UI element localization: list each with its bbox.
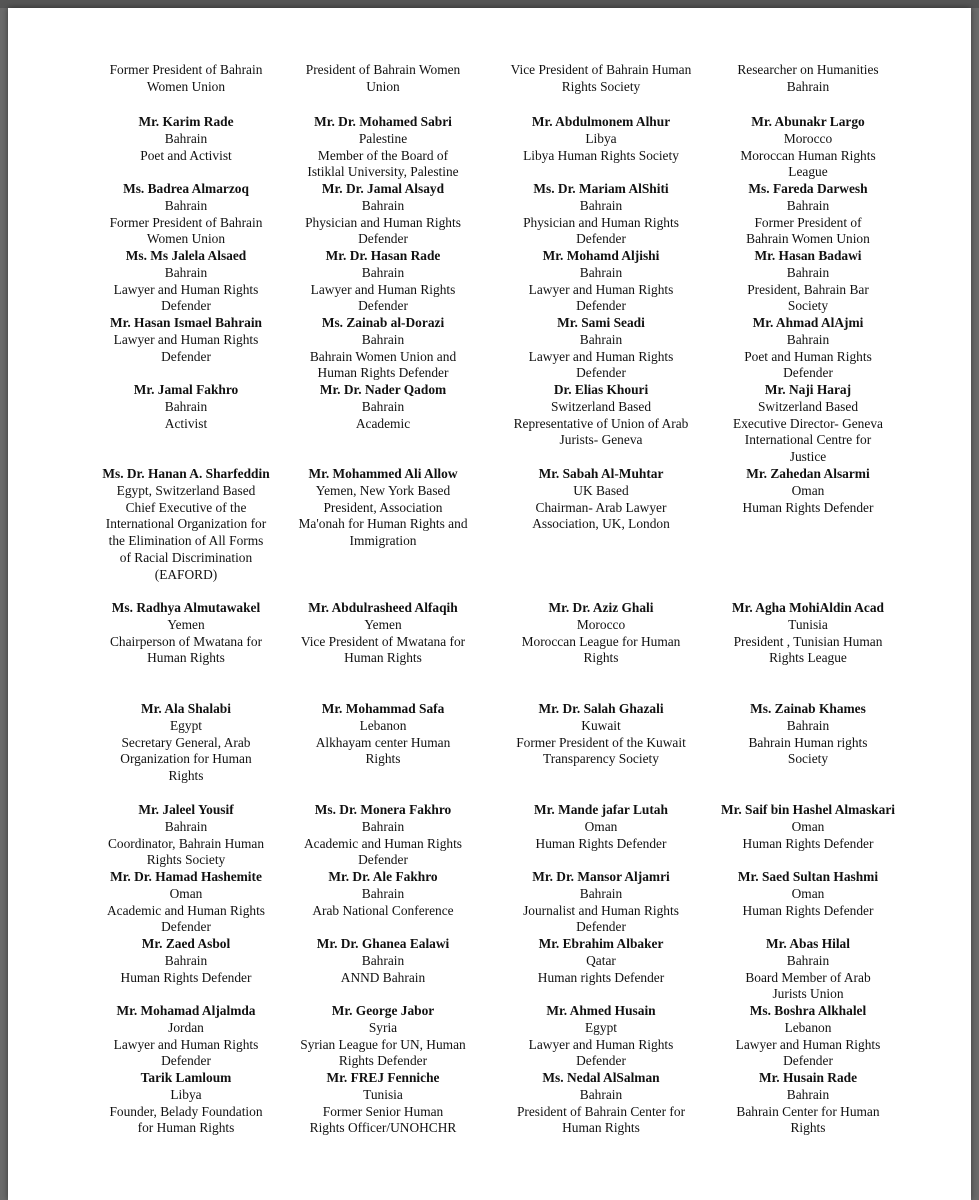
signatory-detail: Qatar bbox=[586, 952, 616, 968]
signatory-detail: Representative of Union of Arab bbox=[513, 415, 689, 431]
signatory-detail: Executive Director- Geneva bbox=[733, 415, 883, 431]
signatory-detail: Defender bbox=[161, 298, 211, 314]
signatory-detail: Alkhayam center Human bbox=[315, 734, 451, 750]
signatory-name: Mr. Dr. Hamad Hashemite bbox=[110, 869, 262, 884]
signatory-name: Tarik Lamloum bbox=[140, 1070, 232, 1085]
signatory-entry bbox=[708, 181, 908, 248]
signatory-entry bbox=[492, 600, 710, 667]
signatory-detail: Tunisia bbox=[788, 616, 828, 632]
signatory-detail: International Centre for bbox=[744, 432, 872, 448]
signatory-detail: Defender bbox=[358, 231, 408, 247]
signatory-detail: Bahrain bbox=[361, 952, 405, 968]
signatory-detail: Defender bbox=[161, 919, 211, 935]
signatory-entry bbox=[282, 466, 484, 550]
signatory-detail: Bahrain bbox=[786, 197, 830, 213]
signatory-detail: Women Union bbox=[146, 78, 226, 94]
signatory-detail: Human Rights bbox=[147, 650, 225, 666]
signatory-detail: Syria bbox=[368, 1019, 398, 1035]
signatory-entry bbox=[282, 600, 484, 667]
signatory-detail: Rights bbox=[790, 1120, 826, 1136]
signatory-entry bbox=[282, 248, 484, 315]
signatory-detail: Bahrain bbox=[786, 1086, 830, 1102]
signatory-name: Mr. Dr. Salah Ghazali bbox=[538, 701, 664, 716]
signatory-entry bbox=[282, 869, 484, 919]
signatory-entry bbox=[282, 62, 484, 96]
signatory-entry bbox=[80, 315, 292, 365]
signatory-detail: Activist bbox=[164, 415, 208, 431]
signatory-detail: for Human Rights bbox=[137, 1120, 235, 1136]
signatory-detail: Lawyer and Human Rights bbox=[113, 1036, 259, 1052]
signatory-entry bbox=[708, 62, 908, 96]
signatory-detail: Lawyer and Human Rights bbox=[310, 281, 456, 297]
signatory-entry bbox=[282, 802, 484, 869]
signatory-detail: Yemen bbox=[167, 616, 205, 632]
signatory-detail: President of Bahrain Women bbox=[305, 62, 461, 77]
signatory-name: Mr. Dr. Mohamed Sabri bbox=[314, 114, 452, 129]
signatory-detail: Yemen, New York Based bbox=[315, 482, 451, 498]
signatory-entry bbox=[80, 62, 292, 96]
signatory-detail: Chairman- Arab Lawyer bbox=[535, 499, 667, 515]
signatory-detail: League bbox=[788, 164, 828, 180]
signatory-detail: (EAFORD) bbox=[154, 566, 218, 582]
signatory-entry bbox=[708, 869, 908, 919]
signatory-name: Mr. Husain Rade bbox=[758, 1070, 858, 1085]
signatory-detail: Tunisia bbox=[363, 1086, 403, 1102]
signatory-entry bbox=[282, 114, 484, 181]
signatory-detail: Defender bbox=[576, 1053, 626, 1069]
signatory-detail: Human Rights Defender bbox=[535, 835, 667, 851]
signatory-detail: Bahrain bbox=[361, 818, 405, 834]
signatory-detail: Former President of bbox=[754, 214, 862, 230]
signatory-detail: Bahrain Women Union bbox=[746, 231, 870, 247]
signatory-detail: Former Senior Human bbox=[322, 1103, 444, 1119]
signatory-detail: Former President of Bahrain bbox=[109, 214, 263, 230]
signatory-name: Mr. Ebrahim Albaker bbox=[538, 936, 664, 951]
signatory-detail: Human Rights Defender bbox=[742, 835, 874, 851]
signatory-detail: Oman bbox=[169, 885, 203, 901]
signatory-entry bbox=[708, 382, 908, 466]
signatory-detail: Arab National Conference bbox=[312, 902, 454, 918]
signatory-entry bbox=[492, 114, 710, 164]
signatory-name: Mr. Dr. Aziz Ghali bbox=[548, 600, 654, 615]
signatory-name: Mr. George Jabor bbox=[331, 1003, 435, 1018]
signatory-detail: Lawyer and Human Rights bbox=[528, 281, 674, 297]
signatory-detail: Switzerland Based bbox=[550, 398, 652, 414]
signatory-detail: Secretary General, Arab bbox=[121, 734, 251, 750]
signatory-detail: Association, UK, London bbox=[532, 516, 670, 532]
signatory-detail: Syrian League for UN, Human bbox=[300, 1036, 466, 1052]
signatory-name: Mr. Saed Sultan Hashmi bbox=[737, 869, 879, 884]
signatory-entry bbox=[492, 466, 710, 533]
signatory-detail: Society bbox=[787, 298, 829, 314]
signatory-detail: Poet and Activist bbox=[140, 147, 232, 163]
signatory-name: Ms. Dr. Mariam AlShiti bbox=[533, 181, 669, 196]
signatory-name: Ms. Zainab al-Dorazi bbox=[321, 315, 445, 330]
signatory-name: Mr. Mohamad Aljalmda bbox=[116, 1003, 256, 1018]
signatory-detail: Defender bbox=[161, 348, 211, 364]
signatory-detail: the Elimination of All Forms bbox=[108, 533, 264, 549]
signatory-name: Mr. Agha MohiAldin Acad bbox=[731, 600, 885, 615]
signatory-name: Mr. Ahmad AlAjmi bbox=[752, 315, 864, 330]
signatory-detail: Bahrain bbox=[164, 398, 208, 414]
signatory-detail: Vice President of Bahrain Human bbox=[510, 62, 692, 77]
signatory-detail: Lawyer and Human Rights bbox=[113, 331, 259, 347]
signatory-detail: Palestine bbox=[358, 130, 408, 146]
signatory-detail: President , Tunisian Human bbox=[733, 633, 883, 649]
signatory-name: Mr. Abas Hilal bbox=[766, 936, 850, 951]
signatory-detail: Defender bbox=[358, 852, 408, 868]
signatory-detail: Rights bbox=[583, 650, 619, 666]
signatory-entry bbox=[80, 869, 292, 936]
signatory-detail: Rights bbox=[365, 751, 401, 767]
signatory-detail: Academic bbox=[355, 415, 411, 431]
signatory-entry bbox=[708, 936, 908, 1003]
signatory-entry bbox=[80, 802, 292, 869]
signatory-detail: Researcher on Humanities bbox=[737, 62, 879, 77]
signatory-detail: Journalist and Human Rights bbox=[523, 902, 679, 918]
signatory-entry bbox=[492, 936, 710, 986]
signatory-entry bbox=[80, 114, 292, 164]
signatory-detail: Bahrain bbox=[786, 78, 830, 94]
signatory-detail: Bahrain bbox=[164, 952, 208, 968]
signatory-name: Mr. Dr. Nader Qadom bbox=[319, 382, 447, 397]
signatory-detail: Bahrain Center for Human bbox=[736, 1103, 880, 1119]
signatory-detail: Ma'onah for Human Rights and bbox=[298, 516, 468, 532]
signatory-detail: Bahrain bbox=[361, 885, 405, 901]
signatory-entry bbox=[492, 802, 710, 852]
signatory-name: Mr. Mohammed Ali Allow bbox=[308, 466, 458, 481]
signatory-entry bbox=[282, 1003, 484, 1070]
signatory-detail: President, Association bbox=[323, 499, 443, 515]
signatory-name: Ms. Badrea Almarzoq bbox=[123, 181, 249, 196]
signatory-entry bbox=[282, 382, 484, 432]
signatory-entry bbox=[282, 936, 484, 986]
signatory-detail: President, Bahrain Bar bbox=[747, 281, 869, 297]
signatory-detail: Bahrain bbox=[164, 818, 208, 834]
signatory-detail: Defender bbox=[783, 1053, 833, 1069]
signatory-entry bbox=[282, 181, 484, 248]
signatory-name: Ms. Radhya Almutawakel bbox=[111, 600, 261, 615]
signatory-name: Ms. Ms Jalela Alsaed bbox=[125, 248, 247, 263]
signatory-detail: Bahrain Women Union and bbox=[309, 348, 457, 364]
signatory-detail: Moroccan League for Human bbox=[521, 633, 681, 649]
signatory-entry bbox=[282, 315, 484, 382]
signatory-detail: Academic and Human Rights bbox=[303, 835, 463, 851]
signatory-entry bbox=[282, 1070, 484, 1137]
signatory-detail: Physician and Human Rights bbox=[305, 214, 461, 230]
signatory-detail: Lebanon bbox=[784, 1019, 832, 1035]
signatory-name: Mr. FREJ Fenniche bbox=[326, 1070, 440, 1085]
signatory-name: Ms. Fareda Darwesh bbox=[748, 181, 868, 196]
signatory-detail: Poet and Human Rights bbox=[744, 348, 872, 364]
signatory-detail: Physician and Human Rights bbox=[523, 214, 679, 230]
signatory-detail: UK Based bbox=[573, 482, 629, 498]
signatory-detail: Bahrain bbox=[164, 130, 208, 146]
signatory-detail: Chief Executive of the bbox=[125, 499, 247, 515]
signatory-detail: Rights League bbox=[769, 650, 847, 666]
signatory-detail: Egypt bbox=[170, 717, 202, 733]
signatory-detail: Bahrain bbox=[164, 264, 208, 280]
signatory-detail: Oman bbox=[791, 818, 825, 834]
signatory-detail: Defender bbox=[576, 231, 626, 247]
signatory-detail: Rights bbox=[168, 768, 204, 784]
signatory-detail: Oman bbox=[584, 818, 618, 834]
signatory-name: Ms. Zainab Khames bbox=[750, 701, 866, 716]
signatory-detail: Human Rights bbox=[344, 650, 422, 666]
signatory-detail: Former President of Bahrain bbox=[109, 62, 263, 77]
signatory-detail: International Organization for bbox=[105, 516, 267, 532]
signatory-detail: Bahrain bbox=[786, 952, 830, 968]
signatory-detail: Defender bbox=[576, 298, 626, 314]
signatory-detail: Society bbox=[787, 751, 829, 767]
signatory-name: Mr. Dr. Ale Fakhro bbox=[328, 869, 438, 884]
signatory-detail: Academic and Human Rights bbox=[106, 902, 266, 918]
signatory-detail: Istiklal University, Palestine bbox=[307, 164, 459, 180]
signatory-detail: Women Union bbox=[146, 231, 226, 247]
viewer-top-bar bbox=[0, 0, 979, 8]
signatory-detail: Rights Defender bbox=[338, 1053, 428, 1069]
signatory-detail: Human Rights Defender bbox=[742, 902, 874, 918]
signatory-name: Mr. Sabah Al-Muhtar bbox=[538, 466, 664, 481]
signatory-detail: Oman bbox=[791, 482, 825, 498]
signatory-detail: Lawyer and Human Rights bbox=[528, 1036, 674, 1052]
signatory-name: Mr. Sami Seadi bbox=[557, 315, 645, 330]
signatory-detail: Bahrain bbox=[579, 197, 623, 213]
signatory-entry bbox=[492, 315, 710, 382]
signatory-entry bbox=[708, 466, 908, 516]
signatory-name: Ms. Dr. Monera Fakhro bbox=[314, 802, 452, 817]
signatory-name: Dr. Elias Khouri bbox=[553, 382, 649, 397]
signatory-name: Mr. Dr. Jamal Alsayd bbox=[321, 181, 445, 196]
signatory-name: Mr. Ala Shalabi bbox=[141, 701, 231, 716]
signatory-entry bbox=[492, 1003, 710, 1070]
signatory-detail: Libya bbox=[170, 1086, 202, 1102]
signatory-detail: Jurists Union bbox=[772, 986, 844, 1002]
signatory-detail: Bahrain bbox=[579, 264, 623, 280]
signatory-detail: Defender bbox=[161, 1053, 211, 1069]
signatory-detail: Bahrain bbox=[579, 331, 623, 347]
signatory-entry bbox=[80, 1070, 292, 1137]
signatory-detail: Chairperson of Mwatana for bbox=[109, 633, 263, 649]
signatory-detail: Kuwait bbox=[581, 717, 621, 733]
signatory-entry bbox=[708, 114, 908, 181]
signatory-detail: ANND Bahrain bbox=[340, 969, 426, 985]
signatory-name: Ms. Nedal AlSalman bbox=[542, 1070, 660, 1085]
signatory-entry bbox=[80, 936, 292, 986]
signatory-entry bbox=[80, 466, 292, 584]
signatory-detail: of Racial Discrimination bbox=[119, 549, 253, 565]
signatory-detail: Bahrain bbox=[361, 264, 405, 280]
signatory-entry bbox=[80, 181, 292, 248]
signatory-detail: Rights Society bbox=[561, 78, 641, 94]
signatory-detail: Yemen bbox=[364, 616, 402, 632]
signatory-entry bbox=[708, 600, 908, 667]
signatory-name: Mr. Hasan Ismael Bahrain bbox=[109, 315, 263, 330]
signatory-detail: Transparency Society bbox=[543, 751, 659, 767]
signatory-name: Mr. Dr. Ghanea Ealawi bbox=[316, 936, 450, 951]
signatory-entry bbox=[492, 62, 710, 96]
signatory-detail: Board Member of Arab bbox=[745, 969, 871, 985]
signatory-detail: Bahrain bbox=[361, 331, 405, 347]
signatory-entry bbox=[492, 382, 710, 449]
signatory-entry bbox=[708, 315, 908, 382]
signatory-detail: Justice bbox=[789, 449, 827, 465]
signatory-name: Mr. Abdulmonem Alhur bbox=[531, 114, 671, 129]
signatory-entry bbox=[708, 802, 908, 852]
signatory-name: Mr. Abunakr Largo bbox=[751, 114, 865, 129]
signatory-detail: Defender bbox=[576, 919, 626, 935]
signatory-name: Mr. Karim Rade bbox=[138, 114, 234, 129]
signatory-detail: Defender bbox=[783, 365, 833, 381]
signatory-name: Ms. Boshra Alkhalel bbox=[749, 1003, 867, 1018]
signatory-name: Mr. Ahmed Husain bbox=[546, 1003, 656, 1018]
signatory-name: Mr. Abdulrasheed Alfaqih bbox=[308, 600, 458, 615]
signatory-name: Mr. Zaed Asbol bbox=[141, 936, 231, 951]
signatory-name: Mr. Mande jafar Lutah bbox=[534, 802, 668, 817]
signatory-detail: Member of the Board of bbox=[317, 147, 449, 163]
signatory-detail: Human Rights Defender bbox=[120, 969, 252, 985]
signatory-name: Ms. Dr. Hanan A. Sharfeddin bbox=[102, 466, 270, 481]
signatory-detail: Lawyer and Human Rights bbox=[528, 348, 674, 364]
signatory-entry bbox=[492, 181, 710, 248]
signatory-entry bbox=[492, 701, 710, 768]
signatory-detail: Organization for Human bbox=[120, 751, 252, 767]
signatory-detail: Bahrain bbox=[786, 331, 830, 347]
signatory-detail: Vice President of Mwatana for bbox=[300, 633, 466, 649]
signatory-name: Mr. Mohamd Aljishi bbox=[542, 248, 660, 263]
signatory-name: Mr. Jamal Fakhro bbox=[133, 382, 239, 397]
signatory-detail: Bahrain bbox=[579, 885, 623, 901]
signatory-detail: Union bbox=[366, 78, 400, 94]
signatory-detail: Bahrain bbox=[786, 264, 830, 280]
signatory-entry bbox=[708, 1003, 908, 1070]
signatory-detail: Bahrain Human rights bbox=[748, 734, 868, 750]
signatory-detail: Defender bbox=[576, 365, 626, 381]
signatory-entry bbox=[80, 1003, 292, 1070]
signatory-name: Mr. Jaleel Yousif bbox=[138, 802, 234, 817]
signatory-detail: Bahrain bbox=[361, 197, 405, 213]
signatory-detail: Coordinator, Bahrain Human bbox=[107, 835, 265, 851]
signatory-detail: Libya Human Rights Society bbox=[523, 147, 679, 163]
signatory-entry bbox=[708, 701, 908, 768]
signatory-name: Mr. Dr. Hasan Rade bbox=[325, 248, 441, 263]
signatory-entry bbox=[492, 869, 710, 936]
signatory-detail: Jurists- Geneva bbox=[559, 432, 643, 448]
signatory-detail: Human Rights Defender bbox=[742, 499, 874, 515]
signatory-name: Mr. Mohammad Safa bbox=[321, 701, 445, 716]
signatory-entry bbox=[80, 701, 292, 785]
signatory-entry bbox=[708, 1070, 908, 1137]
signatory-detail: Founder, Belady Foundation bbox=[109, 1103, 263, 1119]
signatory-entry bbox=[282, 701, 484, 768]
signatory-detail: Human rights Defender bbox=[537, 969, 665, 985]
signatory-detail: Jordan bbox=[168, 1019, 204, 1035]
signatory-detail: Bahrain bbox=[361, 398, 405, 414]
signatory-detail: Immigration bbox=[349, 533, 417, 549]
signatory-detail: Bahrain bbox=[164, 197, 208, 213]
signatory-detail: Lawyer and Human Rights bbox=[735, 1036, 881, 1052]
signatory-detail: Egypt, Switzerland Based bbox=[116, 482, 256, 498]
signatory-detail: Rights Society bbox=[146, 852, 226, 868]
signatory-detail: Human Rights bbox=[562, 1120, 640, 1136]
signatory-detail: Human Rights Defender bbox=[317, 365, 449, 381]
signatory-entry bbox=[708, 248, 908, 315]
signatory-entry bbox=[80, 248, 292, 315]
signatory-detail: Defender bbox=[358, 298, 408, 314]
signatory-detail: Switzerland Based bbox=[757, 398, 859, 414]
signatory-name: Mr. Saif bin Hashel Almaskari bbox=[721, 802, 895, 817]
signatory-name: Mr. Dr. Mansor Aljamri bbox=[532, 869, 670, 884]
signatory-detail: Morocco bbox=[576, 616, 626, 632]
signatory-detail: Libya bbox=[585, 130, 617, 146]
signatory-name: Mr. Hasan Badawi bbox=[754, 248, 862, 263]
signatory-detail: Rights Officer/UNOHCHR bbox=[309, 1120, 457, 1136]
signatory-detail: Oman bbox=[791, 885, 825, 901]
signatory-entry bbox=[492, 1070, 710, 1137]
signatory-detail: Egypt bbox=[585, 1019, 617, 1035]
signatory-detail: President of Bahrain Center for bbox=[516, 1103, 686, 1119]
signatory-detail: Bahrain bbox=[579, 1086, 623, 1102]
signatory-detail: Former President of the Kuwait bbox=[516, 734, 686, 750]
signatory-detail: Moroccan Human Rights bbox=[740, 147, 876, 163]
signatory-entry bbox=[80, 600, 292, 667]
signatory-name: Mr. Naji Haraj bbox=[764, 382, 852, 397]
signatory-detail: Morocco bbox=[783, 130, 833, 146]
signatory-entry bbox=[492, 248, 710, 315]
signatory-entry bbox=[80, 382, 292, 432]
signatory-detail: Lawyer and Human Rights bbox=[113, 281, 259, 297]
signatory-detail: Lebanon bbox=[359, 717, 407, 733]
signatory-detail: Bahrain bbox=[786, 717, 830, 733]
signatory-name: Mr. Zahedan Alsarmi bbox=[746, 466, 870, 481]
